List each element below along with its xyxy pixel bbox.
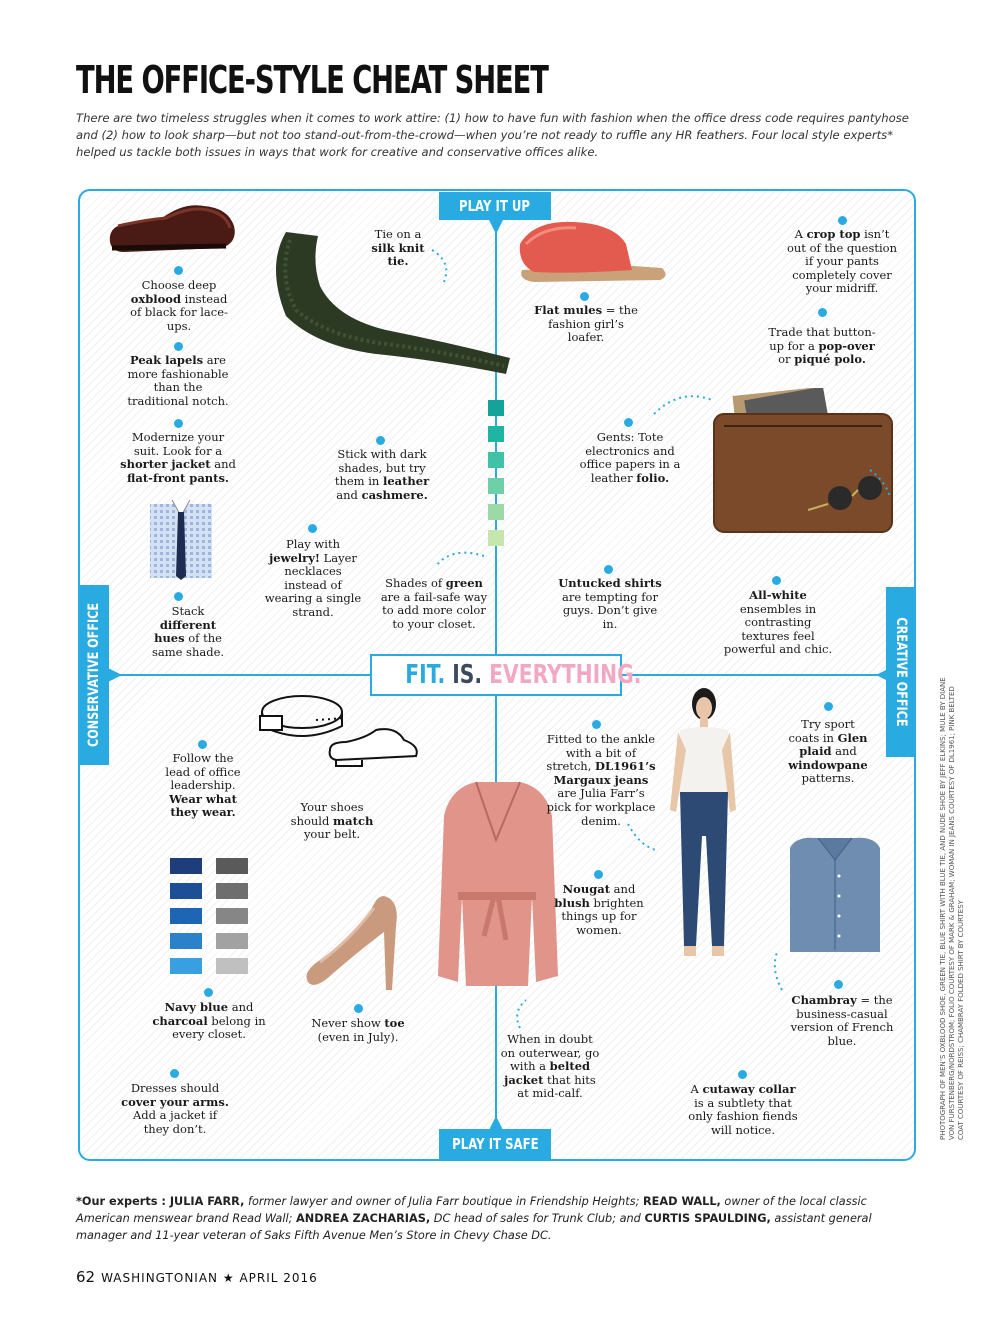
bullet-dot	[838, 216, 847, 225]
intro-paragraph: There are two timeless struggles when it comes to work attire: (1) how to have fun with fashion when the office dress code requires pantyhose and (2) how to look sharp—but not too stand-out-from-the-crowd—when you’re not ready to ruffle any HR feathers. Four local style experts* helped us tackle both issues in ways that work for creative and conservative offices alike.	[76, 111, 909, 159]
tip-suit: Modernize your suit. Look for a shorter jacket and flat-front pants.	[120, 430, 236, 485]
tip-jeans: Fitted to the ankle with a bit of stretch, DL1961’s Margaux jeans are Julia Farr’s pick for workplace denim.	[546, 732, 656, 828]
tip-oxblood: Choose deep oxblood instead of black for lace-ups.	[130, 278, 228, 333]
experts-note: *Our experts : JULIA FARR, former lawyer and owner of Julia Farr boutique in Friendship Heights; READ WALL, owner of the local classic American menswear brand Read Wall; ANDREA ZACHARIAS, DC head of sales for Trunk Club; and CURTIS SPAULDING, assistant general manager and 11-year veteran of Saks Fifth Avenue Men’s Store in Chevy Chase DC.	[76, 1195, 872, 1242]
green-swatch	[488, 504, 504, 520]
green-swatch	[488, 530, 504, 546]
tip-untucked: Untucked shirts are tempting for guys. Don’t give in.	[558, 576, 662, 631]
green-swatch	[488, 400, 504, 416]
navy-swatch	[170, 908, 202, 924]
tip-dark-shades: Stick with dark shades, but try them in leather and cashmere.	[334, 447, 430, 502]
navy-swatch	[170, 958, 202, 974]
axis-label-conservative-office: CONSERVATIVE OFFICE	[79, 585, 109, 765]
bullet-dot	[818, 308, 827, 317]
tip-lapels: Peak lapels are more fashionable than the traditional notch.	[127, 353, 229, 408]
tip-crop-top: A crop top isn’t out of the question if your pants completely cover your midriff.	[786, 227, 898, 296]
green-swatch	[488, 478, 504, 494]
bullet-dot	[174, 592, 183, 601]
bullet-dot	[624, 418, 633, 427]
axis-label-play-it-safe: PLAY IT SAFE	[439, 1129, 551, 1159]
tip-all-white: All-white ensembles in contrasting textures feel powerful and chic.	[723, 588, 833, 657]
bullet-dot	[738, 1070, 747, 1079]
bullet-dot	[170, 1069, 179, 1078]
axis-label-creative-office: CREATIVE OFFICE	[886, 587, 916, 757]
fit-is-everything-badge: FIT. IS. EVERYTHING.	[370, 654, 622, 696]
tip-outerwear: When in doubt on outerwear, go with a belted jacket that hits at mid-calf.	[500, 1032, 600, 1101]
tip-mules: Flat mules = the fashion girl’s loafer.	[534, 303, 638, 345]
photo-credit: PHOTOGRAPH OF MEN’S OXBLOOD SHOE, GREEN TIE, BLUE SHIRT WITH BLUE TIE, AND NUDE SHOE BY JEFF ELKINS; MULE BY DIANE VON FURSTENBERG/NORDSTROM; FOLIO COURTESY OF MARK & GRAHAM; WOMAN IN JEANS COURTESY OF DL1961; PINK BELTED COAT COURTESY OF REISS; CHAMBRAY FOLDED SHIRT BY COURTESY	[939, 677, 965, 1140]
tip-folio: Gents: Tote electronics and office papers in a leather folio.	[579, 430, 681, 485]
tip-chambray: Chambray = the business-casual version of French blue.	[790, 993, 894, 1048]
page-folio	[76, 1268, 318, 1286]
tip-pop-over: Trade that button-up for a pop-over or piqué polo.	[768, 325, 876, 367]
charcoal-swatch	[216, 883, 248, 899]
green-swatch	[488, 452, 504, 468]
charcoal-swatch	[216, 958, 248, 974]
green-swatch	[488, 426, 504, 442]
charcoal-swatch	[216, 908, 248, 924]
star-icon: ★	[222, 1271, 235, 1285]
navy-swatch	[170, 933, 202, 949]
magazine-name: WASHINGTONIAN	[101, 1271, 219, 1285]
issue-date: APRIL 2016	[239, 1271, 318, 1285]
tip-jewelry: Play with jewelry! Layer necklaces instead of wearing a single strand.	[264, 537, 362, 619]
bullet-dot	[354, 1004, 363, 1013]
bullet-dot	[604, 565, 613, 574]
bullet-dot	[174, 266, 183, 275]
bullet-dot	[594, 870, 603, 879]
axis-label-play-it-up: PLAY IT UP	[439, 192, 551, 220]
page-title: THE OFFICE-STYLE CHEAT SHEET	[76, 58, 548, 102]
bullet-dot	[580, 292, 589, 301]
tip-navy-charcoal: Navy blue and charcoal belong in every closet.	[152, 1000, 266, 1042]
tip-cutaway: A cutaway collar is a subtlety that only fashion fiends will notice.	[688, 1082, 798, 1137]
tip-dresses: Dresses should cover your arms. Add a jacket if they don’t.	[121, 1081, 229, 1136]
tip-nougat: Nougat and blush brighten things up for women.	[554, 882, 644, 937]
bullet-dot	[174, 342, 183, 351]
bullet-dot	[834, 980, 843, 989]
tip-toe: Never show toe (even in July).	[311, 1016, 405, 1044]
tip-green: Shades of green are a fail-safe way to add more color to your closet.	[380, 576, 488, 631]
tip-sport-coats: Try sport coats in Glen plaid and windowpane patterns.	[788, 717, 868, 786]
bullet-dot	[592, 720, 601, 729]
bullet-dot	[174, 419, 183, 428]
tip-shoes-match: Your shoes should match your belt.	[290, 800, 374, 842]
tip-tie: Tie on a silk knit tie.	[371, 227, 425, 269]
charcoal-swatch	[216, 933, 248, 949]
bullet-dot	[198, 740, 207, 749]
bullet-dot	[376, 436, 385, 445]
navy-swatch	[170, 883, 202, 899]
charcoal-swatch	[216, 858, 248, 874]
tip-hues: Stack different hues of the same shade.	[151, 604, 225, 659]
navy-swatch	[170, 858, 202, 874]
tip-leadership: Follow the lead of office leadership. Wear what they wear.	[165, 751, 241, 820]
bullet-dot	[308, 524, 317, 533]
bullet-dot	[204, 988, 213, 997]
bullet-dot	[824, 702, 833, 711]
bullet-dot	[772, 576, 781, 585]
page-number: 62	[76, 1268, 96, 1286]
